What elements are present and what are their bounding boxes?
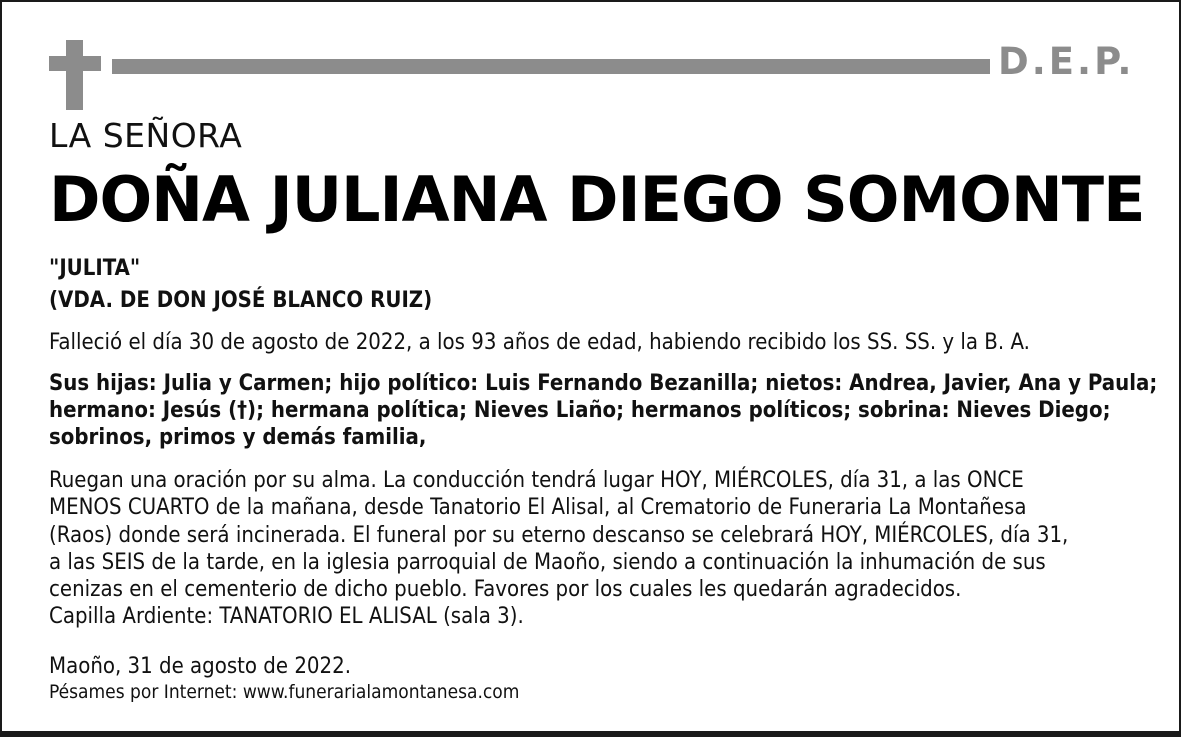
cross-horizontal-bar <box>49 56 101 71</box>
service-line: cenizas en el cementerio de dicho pueblo. Favores por los cuales les quedarán agradecidos. <box>49 577 962 603</box>
service-details <box>49 467 1068 631</box>
family-line: sobrinos, primos y demás familia, <box>49 425 427 450</box>
condolences-web: Pésames por Internet: www.funerarialamontanesa.com <box>49 681 520 703</box>
cross-vertical-bar <box>66 40 83 110</box>
service-line: MENOS CUARTO de la mañana, desde Tanatorio El Alisal, al Crematorio de Funeraria La Montañesa <box>49 495 1027 521</box>
family-line: Sus hijas: Julia y Carmen; hijo político: Luis Fernando Bezanilla; nietos: Andrea, Javier, Ana y Paula; <box>49 371 1158 396</box>
death-statement: Falleció el día 30 de agosto de 2022, a los 93 años de edad, habiendo recibido los SS. SS. y la B. A. <box>49 330 1030 355</box>
header-rule <box>112 59 990 74</box>
service-line: Capilla Ardiente: TANATORIO EL ALISAL (sala 3). <box>49 604 524 630</box>
latin-cross-icon <box>49 40 101 110</box>
service-line: (Raos) donde será incinerada. El funeral por su eterno descanso se celebrará HOY, MIÉRCOLES, día 31, <box>49 522 1069 548</box>
service-line: Ruegan una oración por su alma. La conducción tendrá lugar HOY, MIÉRCOLES, día 31, a las ONCE <box>49 468 1024 493</box>
deceased-name: DOÑA JULIANA DIEGO SOMONTE <box>49 163 1145 236</box>
family-line: hermano: Jesús (†); hermana política; Nieves Liaño; hermanos políticos; sobrina: Nieves Diego; <box>49 398 1111 423</box>
deceased-widow-of: (VDA. DE DON JOSÉ BLANCO RUIZ) <box>49 288 433 313</box>
deceased-title: LA SEÑORA <box>49 116 243 155</box>
service-line: a las SEIS de la tarde, en la iglesia parroquial de Maoño, siendo a continuación la inhumación de sus <box>49 549 1046 575</box>
family-list <box>49 370 1157 451</box>
place-date: Maoño, 31 de agosto de 2022. <box>49 654 351 679</box>
deceased-nickname: "JULITA" <box>49 256 141 281</box>
dep-label: D.E.P. <box>998 40 1135 83</box>
